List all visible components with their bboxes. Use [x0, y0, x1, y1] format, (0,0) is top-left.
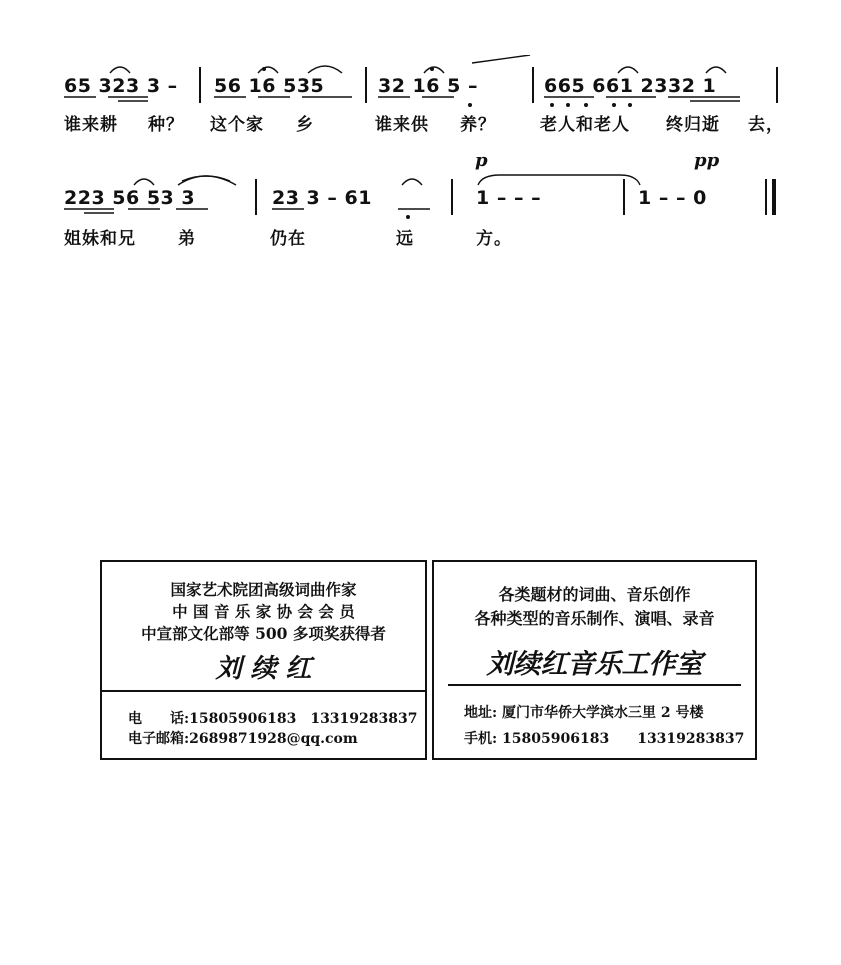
lyric: 谁来供: [375, 115, 429, 135]
dynamic-pp: pp: [694, 150, 720, 171]
business-card-composer: [100, 560, 427, 760]
card-title-line: 中 国 音 乐 家 协 会 会 员: [172, 602, 355, 621]
address-label: 地址:: [464, 705, 498, 721]
service-line: 各类题材的词曲、音乐创作: [498, 585, 691, 604]
email-address: 2689871928@qq.com: [189, 731, 358, 747]
lyric: 谁来耕: [64, 115, 118, 135]
lyric: 这个家: [210, 115, 264, 135]
lyric: 方。: [476, 229, 512, 249]
lyric: 乡: [296, 115, 314, 135]
phone-line: [128, 708, 417, 728]
card-title-line: 中宣部文化部等 500 多项奖获得者: [141, 624, 386, 643]
mobile-label: 手机:: [464, 731, 498, 747]
lyric: 老人和老人: [540, 115, 630, 135]
studio-signature: 刘续红音乐工作室: [486, 649, 703, 680]
lyric: 去，: [748, 115, 784, 135]
score-marks-2: [0, 145, 841, 225]
card-divider: [102, 690, 425, 692]
lyric: 姐妹和兄: [64, 229, 136, 249]
bar-6: 23 3 – 61: [272, 187, 372, 209]
bar-4: 665 661 2332 1: [544, 75, 717, 97]
lyric: 种？: [148, 115, 184, 135]
bar-2: 56 16 535: [214, 75, 325, 97]
bar-8: 1 – – 0: [638, 187, 707, 209]
lyric: 远: [396, 229, 414, 249]
service-line: 各种类型的音乐制作、演唱、录音: [474, 609, 715, 628]
email-line: [128, 728, 358, 748]
bar-5: 223 56 53 3: [64, 187, 196, 209]
bar-7: 1 – – –: [476, 187, 542, 209]
card-title-line: 国家艺术院团高级词曲作家: [170, 580, 357, 599]
dynamic-p: p: [475, 150, 488, 171]
phone-numbers: 15805906183 13319283837: [189, 711, 418, 727]
bar-3: 32 16 5 –: [378, 75, 478, 97]
lyric: 终归逝: [666, 115, 720, 135]
lyric: 仍在: [270, 229, 306, 249]
mobile-numbers: 15805906183 13319283837: [502, 731, 745, 747]
phone-label: 电 话:: [128, 711, 190, 727]
bar-1: 65 323 3 –: [64, 75, 178, 97]
address-text: 厦门市华侨大学滨水三里 2 号楼: [502, 705, 704, 721]
signature-name: 刘 续 红: [215, 654, 312, 684]
card-divider: [448, 684, 741, 686]
business-card-studio: [432, 560, 757, 760]
lyric: 养？: [460, 115, 496, 135]
email-label: 电子邮箱:: [128, 731, 190, 747]
lyric: 弟: [178, 229, 196, 249]
address-line: [464, 702, 704, 722]
mobile-line: [464, 728, 744, 748]
